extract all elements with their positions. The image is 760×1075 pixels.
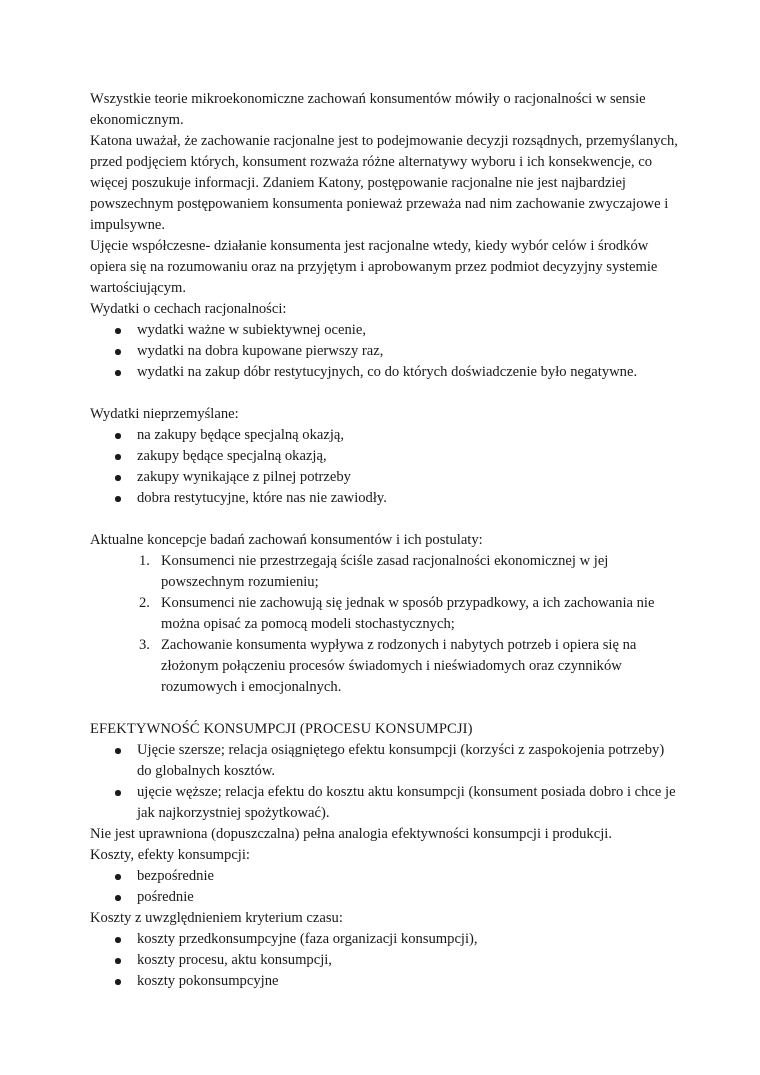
list-item: zakupy będące specjalną okazją,	[90, 446, 680, 467]
efficiency-heading: EFEKTYWNOŚĆ KONSUMPCJI (PROCESU KONSUMPCJI)	[90, 721, 473, 737]
list-item: pośrednie	[90, 887, 680, 908]
item-number: 3.	[139, 637, 150, 653]
costs-list	[90, 866, 680, 908]
concepts-heading: Aktualne koncepcje badań zachowań konsumentów i ich postulaty:	[90, 532, 483, 548]
numbered-item	[90, 635, 680, 698]
rational-heading: Wydatki o cechach racjonalności:	[90, 301, 287, 317]
item-number: 2.	[139, 595, 150, 611]
spacer	[90, 698, 680, 719]
list-item: koszty pokonsumpcyjne	[90, 971, 680, 992]
list-item: dobra restytucyjne, które nas nie zawiodły.	[90, 488, 680, 509]
item-text: Zachowanie konsumenta wypływa z rodzonych i nabytych potrzeb i opiera się na złożonym połączeniu procesów świadomych i nieświadomych oraz czynników rozumowych i emocjonalnych.	[161, 637, 637, 695]
rational-list	[90, 320, 680, 383]
unplanned-heading: Wydatki nieprzemyślane:	[90, 406, 239, 422]
concepts-list	[90, 551, 680, 698]
list-item: wydatki na dobra kupowane pierwszy raz,	[90, 341, 680, 362]
list-item: zakupy wynikające z pilnej potrzeby	[90, 467, 680, 488]
list-item: na zakupy będące specjalną okazją,	[90, 425, 680, 446]
efficiency-list	[90, 740, 680, 824]
item-text: Konsumenci nie zachowują się jednak w sposób przypadkowy, a ich zachowania nie można opisać za pomocą modeli stochastycznych;	[161, 595, 655, 632]
list-item: Ujęcie szersze; relacja osiągniętego efektu konsumpcji (korzyści z zaspokojenia potrzeby) do globalnych kosztów.	[90, 740, 680, 782]
unplanned-list	[90, 425, 680, 509]
list-item: wydatki na zakup dóbr restytucyjnych, co do których doświadczenie było negatywne.	[90, 362, 680, 383]
spacer	[90, 383, 680, 404]
intro-paragraph-modern: Ujęcie współczesne- działanie konsumenta jest racjonalne wtedy, kiedy wybór celów i środków opiera się na rozumowaniu oraz na przyjętym i aprobowanym przez podmiot decyzyjny systemie wartościującym.	[90, 238, 658, 296]
intro-paragraph-1: Wszystkie teorie mikroekonomiczne zachowań konsumentów mówiły o racjonalności w sensie ekonomicznym.	[90, 91, 646, 128]
list-item: koszty przedkonsumpcyjne (faza organizacji konsumpcji),	[90, 929, 680, 950]
document-page	[90, 89, 680, 992]
costs-heading: Koszty, efekty konsumpcji:	[90, 847, 250, 863]
list-item: koszty procesu, aktu konsumpcji,	[90, 950, 680, 971]
numbered-item	[90, 593, 680, 635]
efficiency-note: Nie jest uprawniona (dopuszczalna) pełna analogia efektywności konsumpcji i produkcji.	[90, 826, 612, 842]
time-costs-heading: Koszty z uwzględnieniem kryterium czasu:	[90, 910, 343, 926]
item-number: 1.	[139, 553, 150, 569]
list-item: ujęcie węższe; relacja efektu do kosztu aktu konsumpcji (konsument posiada dobro i chce je jak najkorzystniej spożytkować).	[90, 782, 680, 824]
numbered-item	[90, 551, 680, 593]
list-item: bezpośrednie	[90, 866, 680, 887]
time-costs-list	[90, 929, 680, 992]
spacer	[90, 509, 680, 530]
item-text: Konsumenci nie przestrzegają ściśle zasad racjonalności ekonomicznej w jej powszechnym rozumieniu;	[161, 553, 609, 590]
list-item: wydatki ważne w subiektywnej ocenie,	[90, 320, 680, 341]
intro-paragraph-katona: Katona uważał, że zachowanie racjonalne jest to podejmowanie decyzji rozsądnych, przemyślanych, przed podjęciem których, konsument rozważa różne alternatywy wyboru i ich konsekwencje, co więcej poszukuje informacji. Zdaniem Katony, postępowanie racjonalne nie jest najbardziej powszechnym postępowaniem konsumenta ponieważ przeważa nad nim zachowanie zwyczajowe i impulsywne.	[90, 133, 678, 233]
